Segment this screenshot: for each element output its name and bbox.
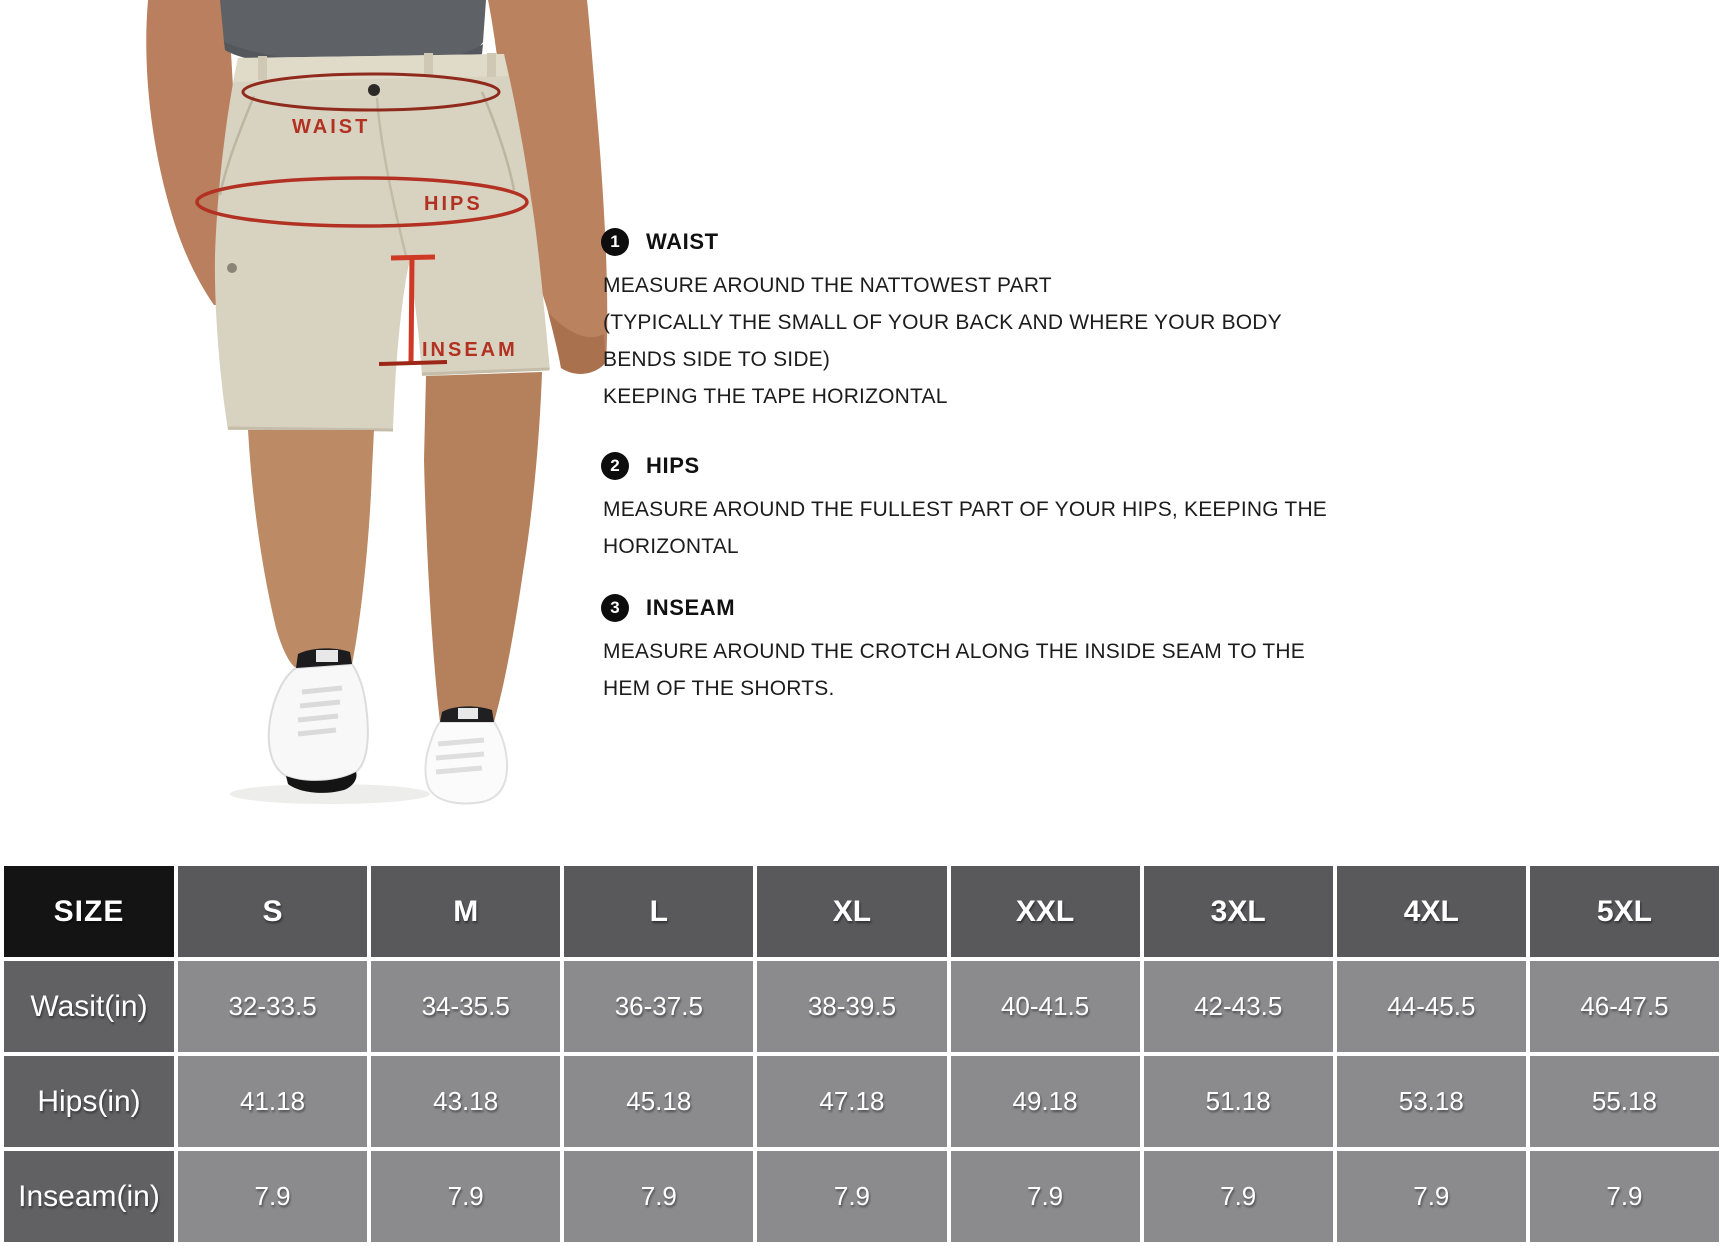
instruction-hips (601, 452, 1327, 565)
waist-value: 42-43.5 (1144, 961, 1333, 1052)
model-illustration (0, 0, 620, 820)
left-hem (228, 428, 393, 430)
number-3-badge: 3 (601, 594, 629, 622)
right-shoe (426, 722, 508, 804)
right-leg (424, 372, 542, 722)
instruction-line: (TYPICALLY THE SMALL OF YOUR BACK AND WHERE YOUR BODY (603, 310, 1282, 334)
hips-value: 41.18 (178, 1056, 367, 1147)
waist-value: 46-47.5 (1530, 961, 1719, 1052)
column-header-s: S (178, 866, 367, 957)
row-label-waist: Wasit(in) (4, 961, 174, 1052)
belt-loop (258, 56, 267, 80)
hips-value: 45.18 (564, 1056, 753, 1147)
instruction-title: WAIST (646, 229, 719, 254)
column-header-xxl: XXL (951, 866, 1140, 957)
inseam-value: 7.9 (757, 1151, 946, 1242)
instruction-heading (601, 594, 1305, 622)
belt-loop (487, 53, 496, 77)
column-header-5xl: 5XL (1530, 866, 1719, 957)
waist-value: 36-37.5 (564, 961, 753, 1052)
waist-value: 44-45.5 (1337, 961, 1526, 1052)
column-header-l: L (564, 866, 753, 957)
instruction-heading (601, 452, 1327, 480)
waist-value: 34-35.5 (371, 961, 560, 1052)
inseam-value: 7.9 (1530, 1151, 1719, 1242)
waist-value: 40-41.5 (951, 961, 1140, 1052)
column-header-4xl: 4XL (1337, 866, 1526, 957)
instruction-line: MEASURE AROUND THE NATTOWEST PART (603, 273, 1052, 297)
hips-annotation-label: HIPS (424, 193, 483, 215)
inseam-value: 7.9 (951, 1151, 1140, 1242)
inseam-value: 7.9 (1144, 1151, 1333, 1242)
row-label-hips: Hips(in) (4, 1056, 174, 1147)
inseam-annotation-label: INSEAM (422, 339, 518, 361)
waist-value: 38-39.5 (757, 961, 946, 1052)
instruction-waist (601, 228, 1282, 415)
instruction-title: HIPS (646, 453, 700, 478)
instruction-body (603, 633, 1305, 707)
inseam-bottom-bar (379, 362, 447, 364)
instruction-line: MEASURE AROUND THE FULLEST PART OF YOUR HIPS, KEEPING THE (603, 497, 1328, 521)
left-shoe (269, 664, 368, 781)
belt-loop (424, 53, 433, 77)
hips-value: 49.18 (951, 1056, 1140, 1147)
left-shoe-tag (316, 650, 338, 662)
instruction-line: HORIZONTAL (603, 534, 739, 558)
instruction-line: KEEPING THE TAPE HORIZONTAL (603, 384, 948, 408)
column-header-xl: XL (757, 866, 946, 957)
instruction-title: INSEAM (646, 595, 736, 620)
inseam-value: 7.9 (371, 1151, 560, 1242)
inseam-value: 7.9 (564, 1151, 753, 1242)
size-chart-table (0, 862, 1723, 1246)
size-header-cell: SIZE (4, 866, 174, 957)
instruction-line: MEASURE AROUND THE CROTCH ALONG THE INSIDE SEAM TO THE (603, 639, 1305, 663)
inseam-measure-line (411, 258, 412, 362)
hips-value: 43.18 (371, 1056, 560, 1147)
zip-pull (227, 263, 237, 273)
column-header-3xl: 3XL (1144, 866, 1333, 957)
inseam-value: 7.9 (178, 1151, 367, 1242)
number-1-badge: 1 (601, 228, 629, 256)
instruction-body (603, 491, 1327, 565)
instruction-line: HEM OF THE SHORTS. (603, 676, 835, 700)
hips-value: 53.18 (1337, 1056, 1526, 1147)
hips-value: 51.18 (1144, 1056, 1333, 1147)
hips-value: 55.18 (1530, 1056, 1719, 1147)
column-header-m: M (371, 866, 560, 957)
instruction-line: BENDS SIDE TO SIDE) (603, 347, 831, 371)
right-shoe-tag (458, 708, 478, 719)
waist-annotation-label: WAIST (292, 116, 371, 138)
instruction-inseam (601, 594, 1305, 707)
hips-value: 47.18 (757, 1056, 946, 1147)
number-2-badge: 2 (601, 452, 629, 480)
instruction-heading (601, 228, 1282, 256)
left-leg (248, 430, 374, 668)
shorts-button (368, 84, 380, 96)
model-photo (0, 0, 620, 820)
waist-value: 32-33.5 (178, 961, 367, 1052)
inseam-value: 7.9 (1337, 1151, 1526, 1242)
row-label-inseam: Inseam(in) (4, 1151, 174, 1242)
instruction-body (603, 267, 1282, 415)
inseam-top-bar (391, 257, 435, 258)
